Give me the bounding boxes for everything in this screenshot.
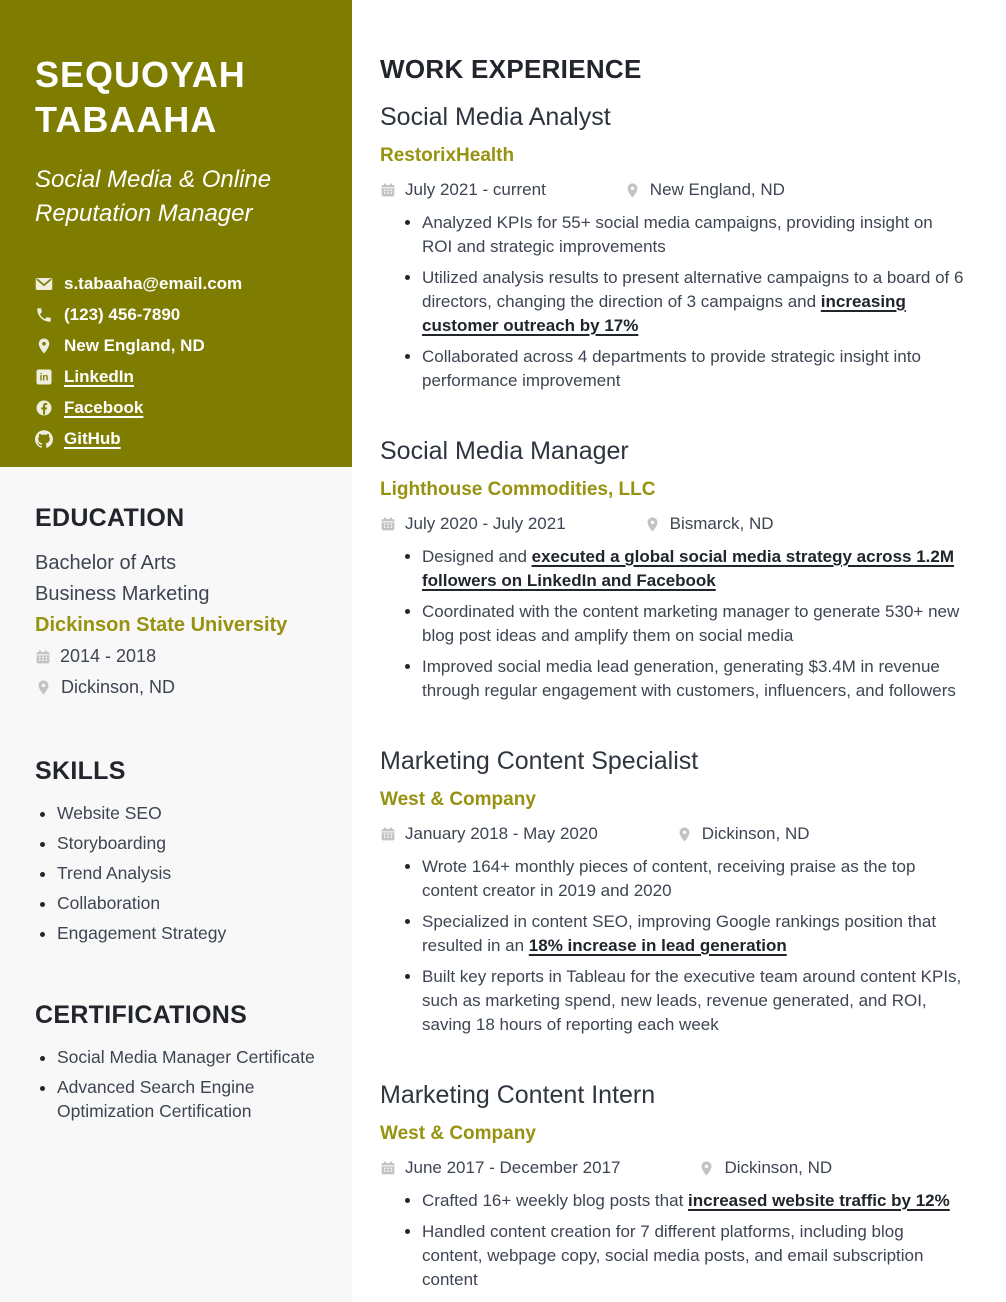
job-dates-group: [380, 1158, 620, 1178]
contact-list: [35, 268, 322, 454]
job-dates-group: [380, 514, 566, 534]
job-bullet: • Specialized in content SEO, improving Google rankings position that resulted in an 18% increase in lead generation: [422, 910, 966, 958]
job-meta-row: [380, 1158, 966, 1178]
job-bullet: • Wrote 164+ monthly pieces of content, receiving praise as the top content creator in 2019 and 2020: [422, 855, 966, 903]
education-degree: Bachelor of Arts: [35, 552, 177, 574]
phone-icon: [35, 306, 53, 324]
job-entry: [380, 101, 966, 393]
education-section: [0, 504, 352, 703]
job-location-group: [698, 1158, 832, 1178]
job-entry: [380, 435, 966, 703]
job-bullet: • Utilized analysis results to present alternative campaigns to a board of 6 directors, changing the direction of 3 campaigns and increasing customer outreach by 17%: [422, 266, 966, 338]
skills-section: [0, 757, 352, 945]
education-location: Dickinson, ND: [61, 677, 176, 697]
job-meta-row: [380, 180, 966, 200]
person-role: Social Media & Online Reputation Manager: [35, 166, 272, 227]
contact-label: Facebook: [64, 397, 144, 417]
sidebar: [0, 0, 352, 1302]
facebook-icon: [35, 399, 53, 417]
job-title: Social Media Manager: [380, 437, 629, 465]
job-bullet: • Designed and executed a global social media strategy across 1.2M followers on LinkedIn and Facebook: [422, 545, 966, 593]
skill-item: • Website SEO: [57, 801, 324, 825]
job-bullet: • Analyzed KPIs for 55+ social media campaigns, providing insight on ROI and strategic improvements: [422, 211, 966, 259]
job-dates-group: [380, 824, 598, 844]
job-dates: January 2018 - May 2020: [405, 824, 598, 843]
certifications-heading: CERTIFICATIONS: [35, 1001, 248, 1029]
certifications-section: [0, 1001, 352, 1123]
job-bullet: • Improved social media lead generation, generating $3.4M in revenue through regular engagement with customers, influencers, and followers: [422, 655, 966, 703]
contact-label: GitHub: [64, 428, 121, 448]
job-location-group: [676, 824, 810, 844]
job-meta-row: [380, 514, 966, 534]
education-location-row: [35, 672, 324, 703]
skill-item: • Engagement Strategy: [57, 921, 324, 945]
job-dates: June 2017 - December 2017: [405, 1158, 621, 1177]
location-icon: [35, 337, 53, 355]
job-location: Bismarck, ND: [669, 514, 774, 533]
work-experience-heading: WORK EXPERIENCE: [380, 54, 642, 84]
calendar-icon: [380, 1160, 396, 1176]
job-bullet: • Built key reports in Tableau for the executive team around content KPIs, such as marketing spend, new leads, revenue generated, and ROI, saving 18 hours of reporting each week: [422, 965, 966, 1037]
linkedin-icon: [35, 368, 53, 386]
job-bullets: [380, 1189, 966, 1292]
job-bullets: [380, 545, 966, 703]
bullet-emphasis: executed a global social media strategy across 1.2M followers on LinkedIn and Facebook: [422, 547, 954, 590]
job-title: Social Media Analyst: [380, 103, 611, 131]
job-dates: July 2021 - current: [405, 180, 546, 199]
job-entry: [380, 1079, 966, 1292]
job-bullet: • Coordinated with the content marketing manager to generate 530+ new blog post ideas and amplify them on social media: [422, 600, 966, 648]
job-bullets: [380, 211, 966, 393]
jobs-container: [380, 101, 966, 1292]
github-icon: [35, 430, 53, 448]
person-name: SEQUOYAH TABAAHA: [35, 54, 246, 140]
job-title: Marketing Content Specialist: [380, 747, 699, 775]
certifications-list: [35, 1045, 324, 1123]
main-column: [352, 0, 1006, 1302]
job-entry: [380, 745, 966, 1037]
envelope-icon: [35, 275, 53, 293]
job-dates: July 2020 - July 2021: [405, 514, 566, 533]
skill-item: • Trend Analysis: [57, 861, 324, 885]
calendar-icon: [35, 649, 51, 665]
job-bullet: • Crafted 16+ weekly blog posts that increased website traffic by 12%: [422, 1189, 966, 1213]
certification-item: • Advanced Search Engine Optimization Certification: [57, 1075, 324, 1123]
location-pin-icon: [35, 679, 52, 696]
contact-item-github[interactable]: [35, 423, 322, 454]
job-company: West & Company: [380, 1123, 536, 1144]
job-bullet: • Collaborated across 4 departments to provide strategic insight into performance improvement: [422, 345, 966, 393]
location-pin-icon: [624, 182, 641, 199]
job-location-group: [644, 514, 774, 534]
education-field: Business Marketing: [35, 583, 210, 605]
job-bullet: • Handled content creation for 7 different platforms, including blog content, webpage copy, social media posts, and email subscription content: [422, 1220, 966, 1292]
skill-item: • Storyboarding: [57, 831, 324, 855]
education-heading: EDUCATION: [35, 504, 185, 532]
contact-label: LinkedIn: [64, 366, 134, 386]
svg-text:in: in: [39, 371, 49, 383]
contact-item-location: [35, 330, 322, 361]
contact-item-linkedin[interactable]: [35, 361, 322, 392]
location-pin-icon: [698, 1160, 715, 1177]
job-meta-row: [380, 824, 966, 844]
contact-item-phone: [35, 299, 322, 330]
job-location: Dickinson, ND: [701, 824, 810, 843]
bullet-emphasis: increased website traffic by 12%: [688, 1191, 950, 1210]
job-company: RestorixHealth: [380, 145, 515, 166]
certification-item: • Social Media Manager Certificate: [57, 1045, 324, 1069]
location-pin-icon: [676, 826, 693, 843]
contact-label: s.tabaaha@email.com: [64, 273, 243, 293]
job-company: Lighthouse Commodities, LLC: [380, 479, 656, 500]
job-dates-group: [380, 180, 546, 200]
sidebar-header: [0, 0, 352, 467]
job-location: New England, ND: [649, 180, 785, 199]
calendar-icon: [380, 182, 396, 198]
education-dates-row: [35, 641, 324, 672]
contact-label: New England, ND: [64, 335, 205, 355]
contact-label: (123) 456-7890: [64, 304, 181, 324]
job-location-group: [624, 180, 785, 200]
skill-item: • Collaboration: [57, 891, 324, 915]
contact-item-email: [35, 268, 322, 299]
skills-list: [35, 801, 324, 945]
job-location: Dickinson, ND: [724, 1158, 833, 1177]
skills-heading: SKILLS: [35, 757, 126, 785]
contact-item-facebook[interactable]: [35, 392, 322, 423]
location-pin-icon: [644, 516, 661, 533]
job-company: West & Company: [380, 789, 536, 810]
calendar-icon: [380, 826, 396, 842]
calendar-icon: [380, 516, 396, 532]
job-bullets: [380, 855, 966, 1037]
bullet-emphasis: increasing customer outreach by 17%: [422, 292, 906, 335]
education-school: Dickinson State University: [35, 614, 288, 636]
bullet-emphasis: 18% increase in lead generation: [528, 936, 787, 955]
job-title: Marketing Content Intern: [380, 1081, 656, 1109]
education-dates: 2014 - 2018: [60, 646, 157, 666]
